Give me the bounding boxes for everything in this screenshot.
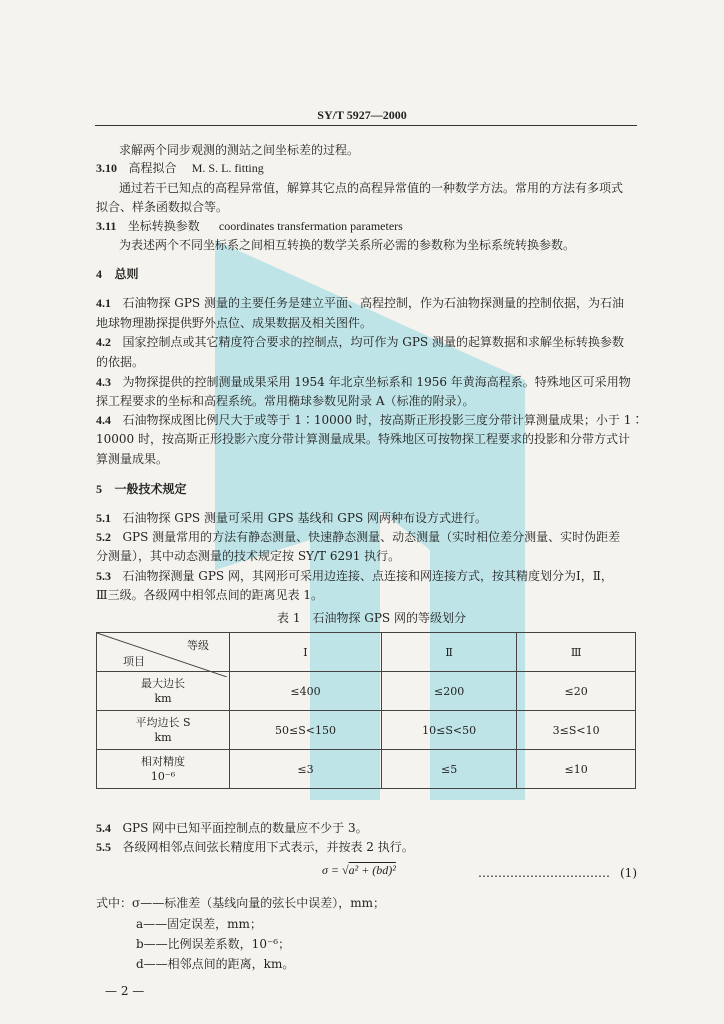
standard-number-header: SY/T 5927—2000 [317,108,407,122]
table-cell: ≤200 [381,672,516,711]
clause-number: 3.11 [96,219,117,233]
table-row [97,750,636,789]
clause-text: 国家控制点或其它精度符合要求的控制点，均可作为 GPS 测量的起算数据和求解坐标转换参数 [122,335,624,349]
section-heading-4 [96,266,139,282]
text-line: 探工程要求的坐标和高程系统。常用椭球参数见附录 A（标准的附录）。 [96,394,475,408]
row-label [97,672,230,711]
clause-5-2 [96,529,620,545]
clause-number: 5.3 [96,569,111,583]
clause-5-5 [96,839,414,855]
text-line: 求解两个同步观测的测站之间坐标差的过程。 [119,143,360,157]
formula-lhs: σ = [322,863,340,877]
row-unit: km [154,692,172,705]
row-label [97,750,230,789]
grade-table [96,632,636,789]
table-row [97,711,636,750]
clause-text: 各级网相邻点间弦长精度用下式表示，并按表 2 执行。 [122,840,414,854]
table-cell: 50≤S<150 [230,711,382,750]
text-line: 的依据。 [96,355,145,369]
table-row [97,672,636,711]
table-cell: ≤10 [517,750,636,789]
clause-5-4 [96,820,368,836]
equation-number: (1) [620,866,637,880]
row-name: 相对精度 [141,755,185,768]
clause-number: 4.4 [96,413,111,427]
clause-text: GPS 网中已知平面控制点的数量应不少于 3。 [122,821,368,835]
row-name: 最大边长 [141,677,185,690]
clause-text: 石油物探 GPS 测量的主要任务是建立平面、高程控制，作为石油物探测量的控制依据，为石油 [122,296,624,310]
clause-5-1 [96,510,487,526]
text-line: Ⅲ三级。各级网中相邻点间的距离见表 1。 [96,588,324,602]
row-unit: 10⁻⁶ [150,770,176,783]
clause-number: 5.1 [96,511,111,525]
clause-text: 石油物探成图比例尺大于或等于 1∶10000 时，按高斯正形投影三度分带计算测量成果；小于 1∶ [122,413,644,427]
section-title: 总则 [114,267,139,281]
corner-label-grade: 等级 [187,639,209,652]
section-title: 一般技术规定 [114,482,187,496]
clause-number: 3.10 [96,161,117,175]
section-number: 4 [96,267,102,281]
grade-header: Ⅲ [517,633,636,672]
row-label [97,711,230,750]
table-cell: ≤20 [517,672,636,711]
clause-4-1 [96,295,624,311]
table-corner-cell [97,633,230,672]
text-line: 算测量成果。 [96,452,169,466]
table-cell: ≤5 [381,750,516,789]
clause-5-3 [96,568,613,584]
clause-text: 石油物探 GPS 测量可采用 GPS 基线和 GPS 网两种布设方式进行。 [122,511,487,525]
text-line: 10000 时，按高斯正形投影六度分带计算测量成果。特殊地区可按物探工程要求的投影和分带方式计 [96,432,630,446]
text-line: a——固定误差，mm； [136,917,262,931]
term-heading-3-10 [96,160,264,176]
table-cell: 3≤S<10 [517,711,636,750]
leader-dots: …………………………… [478,866,610,880]
text-line: 式中：σ——标准差（基线向量的弦长中误差），mm； [96,896,385,910]
row-name: 平均边长 S [135,716,191,729]
formula-radicand: a² + (bd)² [348,863,396,877]
text-line: 地球物理勘探提供野外点位、成果数据及相关图件。 [96,316,373,330]
clause-number: 5.4 [96,821,111,835]
formula-1 [322,863,396,878]
clause-number: 5.5 [96,840,111,854]
term-en: M. S. L. fitting [191,161,264,175]
term-en: coordinates transfermation parameters [218,219,403,233]
table-header-row [97,633,636,672]
clause-text: 石油物探测量 GPS 网，其网形可采用边连接、点连接和网连接方式，按其精度划分为Ⅰ，Ⅱ， [122,569,613,583]
text-line: 分测量），其中动态测量的技术规定按 SY/T 6291 执行。 [96,549,401,563]
table-cell: ≤400 [230,672,382,711]
term-heading-3-11 [96,218,403,234]
table-cell: 10≤S<50 [381,711,516,750]
clause-4-2 [96,334,624,350]
section-heading-5 [96,481,187,497]
clause-text: 为物探提供的控制测量成果采用 1954 年北京坐标系和 1956 年黄海高程系。特殊地区可采用物 [122,375,631,389]
clause-text: GPS 测量常用的方法有静态测量、快速静态测量、动态测量（实时相位差分测量、实时伪距差 [122,530,621,544]
page-number: — 2 — [105,984,145,998]
clause-number: 5.2 [96,530,111,544]
sqrt-icon: √ [342,863,349,877]
section-number: 5 [96,482,102,496]
text-line: 为表述两个不同坐标系之间相互转换的数学关系所必需的参数称为坐标系统转换参数。 [119,238,576,252]
corner-label-item: 项目 [123,655,145,668]
row-unit: km [154,731,172,744]
term-zh: 高程拟合 [128,161,177,175]
clause-number: 4.3 [96,375,111,389]
table-caption: 表 1 石油物探 GPS 网的等级划分 [277,611,466,625]
clause-4-4 [96,412,643,428]
clause-number: 4.1 [96,296,111,310]
text-line: b——比例误差系数，10⁻⁶； [136,937,291,951]
grade-header: Ⅰ [230,633,382,672]
text-line: d——相邻点间的距离，km。 [136,957,295,971]
grade-header: Ⅱ [381,633,516,672]
header-rule [95,125,637,126]
clause-4-3 [96,374,631,390]
text-line: 拟合、样条函数拟合等。 [96,200,229,214]
term-zh: 坐标转换参数 [127,219,200,233]
table-cell: ≤3 [230,750,382,789]
text-line: 通过若干已知点的高程异常值，解算其它点的高程异常值的一种数学方法。常用的方法有多项式 [119,181,624,195]
clause-number: 4.2 [96,335,111,349]
